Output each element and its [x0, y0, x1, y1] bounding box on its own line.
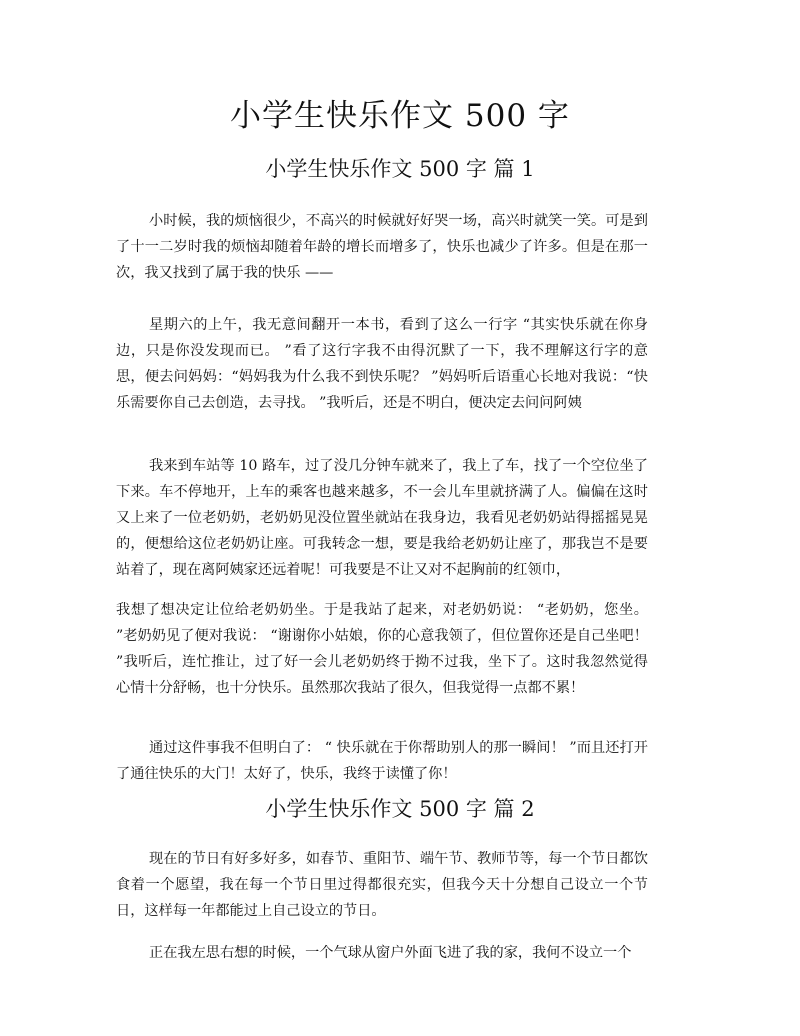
paragraph: 现在的节日有好多好多，如春节、重阳节、端午节、教师节等，每一个节日都饮食着一个愿望，我在每一个节日里过得都很充实，但我今天十分想自己设立一个节日，这样每一年都能过上自己设立的节日。: [116, 851, 648, 919]
paragraph: 我想了想决定让位给老奶奶坐。于是我站了起来，对老奶奶说： “老奶奶，您坐。 ”老奶奶见了便对我说： “谢谢你小姑娘，你的心意我领了，但位置你还是自己坐吧！ ”我听后，连忙推让，过了好一会儿老奶奶终于拗不过我，坐下了。这时我忽然觉得心情十分舒畅，也十分快乐。虽然那次我站了很久，但我觉得一点都不累！: [116, 602, 648, 696]
paragraph: 小时候，我的烦恼很少，不高兴的时候就好好哭一场，高兴时就笑一笑。可是到了十一二岁时我的烦恼却随着年龄的增长而增多了，快乐也减少了许多。但是在那一次，我又找到了属于我的快乐 ——: [116, 213, 648, 281]
paragraph: 星期六的上午，我无意间翻开一本书，看到了这么一行字 “其实快乐就在你身边，只是你没发现而已。 ”看了这行字我不由得沉默了一下，我不理解这行字的意思，便去问妈妈：“妈妈我为什么我不到快乐呢？ ”妈妈听后语重心长地对我说：“快乐需要你自己去创造，去寻找。 ”我听后，还是不明白，便决定去问问阿姨: [116, 317, 648, 411]
section-heading-2: 小学生快乐作文 500 字 篇 2: [265, 797, 535, 821]
paragraph: 我来到车站等 10 路车，过了没几分钟车就来了，我上了车，找了一个空位坐了下来。车不停地开，上车的乘客也越来越多，不一会儿车里就挤满了人。偏偏在这时又上来了一位老奶奶，老奶奶见没位置坐就站在我身边，我看见老奶奶站得摇摇晃晃的，便想给这位老奶奶让座。可我转念一想，要是我给老奶奶让座了，那我岂不是要站着了，现在离阿姨家还远着呢！可我要是不让又对不起胸前的红领巾，: [116, 458, 648, 578]
paragraph: 通过这件事我不但明白了： “ 快乐就在于你帮助别人的那一瞬间！ ”而且还打开了通往快乐的大门！太好了，快乐，我终于读懂了你！: [116, 740, 648, 782]
paragraph: 正在我左思右想的时候，一个气球从窗户外面飞进了我的家，我何不设立一个: [149, 945, 632, 961]
document-title: 小学生快乐作文 500 字: [230, 98, 570, 134]
section-heading-1: 小学生快乐作文 500 字 篇 1: [265, 157, 535, 181]
